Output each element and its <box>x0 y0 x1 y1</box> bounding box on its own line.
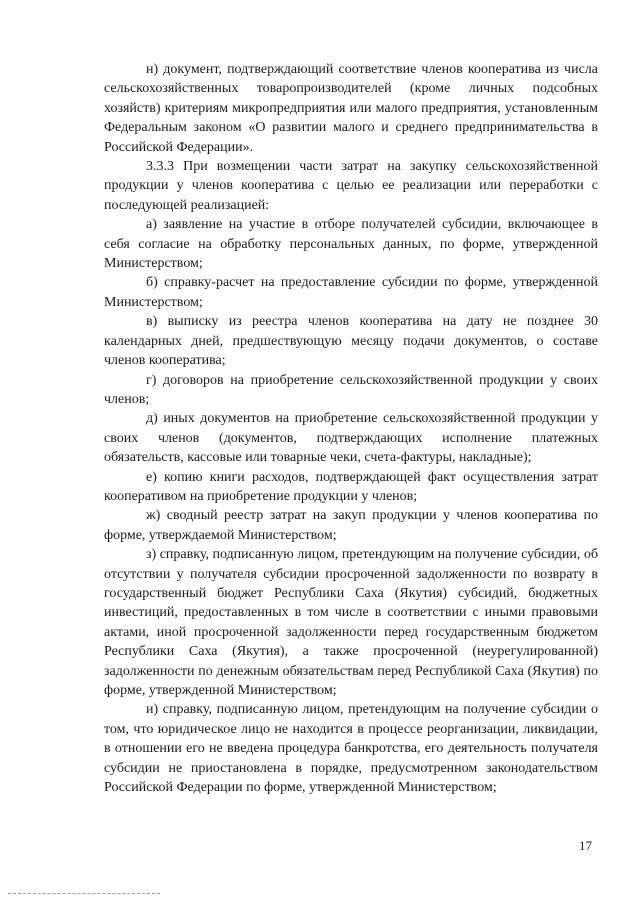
paragraph-3-3-3: 3.3.3 При возмещении части затрат на закупку сельскохозяйственной продукции у членов кооператива с целью ее реализации или переработки с последующей реализацией: <box>104 159 598 213</box>
paragraph-v: в) выписку из реестра членов кооператива на дату не позднее 30 календарных дней, предшествующую месяцу подачи документов, о составе членов кооператива; <box>104 314 598 369</box>
footer-divider <box>8 893 160 894</box>
paragraph-a: а) заявление на участие в отборе получателей субсидии, включающее в себя согласие на обработку персональных данных, по форме, утвержденной Министерством; <box>104 217 598 272</box>
paragraph-zh: ж) сводный реестр затрат на закуп продукции у членов кооператива по форме, утверждаемой Министерством; <box>104 508 598 543</box>
paragraph-b: б) справку-расчет на предоставление субсидии по форме, утвержденной Министерством; <box>104 275 598 310</box>
paragraph-e: е) копию книги расходов, подтверждающей факт осуществления затрат кооперативом на приобретение продукции у членов; <box>104 469 598 504</box>
paragraph-d: д) иных документов на приобретение сельскохозяйственной продукции у своих членов (документов, подтверждающих исполнение платежных обязательств, кассовые или товарные чеки, счета-фактуры, накладные); <box>104 411 598 466</box>
paragraph-g: г) договоров на приобретение сельскохозяйственной продукции у своих членов; <box>104 372 598 407</box>
paragraph-n: н) документ, подтверждающий соответствие членов кооператива из числа сельскохозяйственных товаропроизводителей (кроме личных подсобных хозяйств) критериям микропредприятия или малого предприятия, установленным Федеральным законом «О развитии малого и среднего предпринимательства в Российской Федерации». <box>104 62 598 155</box>
document-body <box>104 60 598 797</box>
paragraph-i: и) справку, подписанную лицом, претендующим на получение субсидии о том, что юридическое лицо не находится в процессе реорганизации, ликвидации, в отношении его не введена процедура банкротства, его деятельность получателя субсидии не приостановлена в порядке, предусмотренном законодательством Российской Федерации по форме, утвержденной Министерством; <box>104 702 598 796</box>
paragraph-z: з) справку, подписанную лицом, претендующим на получение субсидии, об отсутствии у получателя субсидии просроченной задолженности по возврату в государственный бюджет Республики Саха (Якутия) субсидий, бюджетных инвестиций, предоставленных в том числе в соответствии с иными правовыми актами, иной просроченной задолженности перед государственным бюджетом Республики Саха (Якутия), а также просроченной (неурегулированной) задолженности по денежным обязательствам перед Республикой Саха (Якутия) по форме, утвержденной Министерством; <box>104 547 598 698</box>
page-number: 17 <box>579 838 592 853</box>
